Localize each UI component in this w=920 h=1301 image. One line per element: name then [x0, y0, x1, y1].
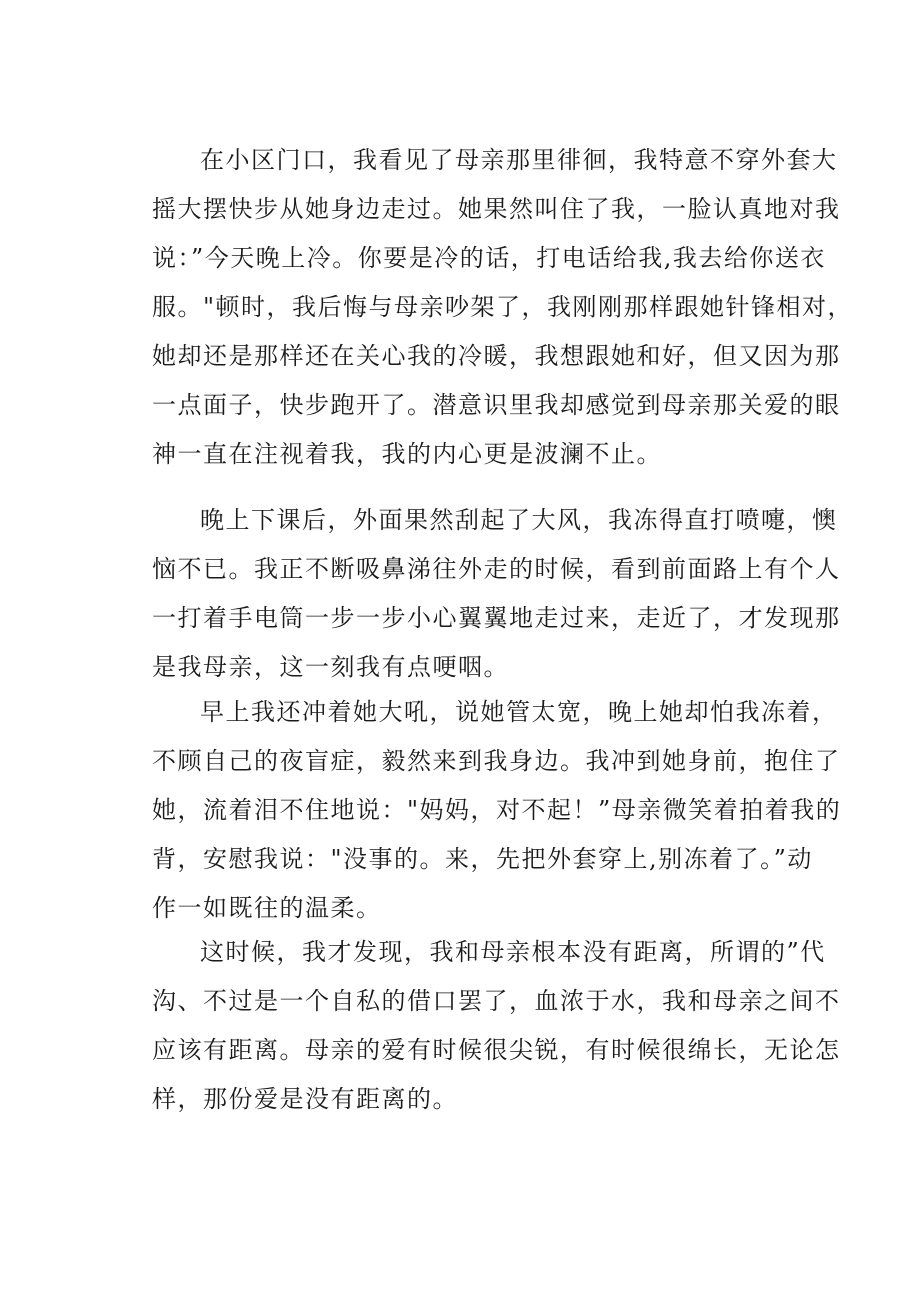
- text-line: 一点面子，快步跑开了。潜意识里我却感觉到母亲那关爱的眼: [152, 391, 841, 419]
- text-line: 是我母亲，这一刻我有点哽咽。: [152, 653, 509, 681]
- text-line: 她却还是那样还在关心我的冷暖，我想跟她和好，但又因为那: [152, 342, 841, 370]
- paragraph-2: [152, 496, 841, 692]
- paragraph-4: [152, 928, 841, 1124]
- text-line: 样，那份爱是没有距离的。: [152, 1085, 458, 1113]
- text-line: 作一如既往的温柔。: [152, 894, 382, 922]
- text-line: 不顾自己的夜盲症，毅然来到我身边。我冲到她身前，抱住了: [152, 747, 841, 775]
- text-line: 这时候，我才发现，我和母亲根本没有距离，所谓的”代: [200, 938, 826, 966]
- text-line: 一打着手电筒一步一步小心翼翼地走过来，走近了，才发现那: [152, 604, 841, 632]
- text-line: 在小区门口，我看见了母亲那里徘徊，我特意不穿外套大: [200, 146, 838, 174]
- text-line: 早上我还冲着她大吼，说她管太宽，晚上她却怕我冻着，: [200, 698, 838, 726]
- text-line: 服。"顿时，我后悔与母亲吵架了，我刚刚那样跟她针锋相对，: [152, 293, 854, 321]
- text-line: 背，安慰我说："没事的。来，先把外套穿上,别冻着了。”动: [152, 845, 813, 873]
- text-line: 应该有距离。母亲的爱有时候很尖锐，有时候很绵长，无论怎: [152, 1036, 841, 1064]
- text-line: 说：”今天晚上冷。你要是冷的话，打电话给我,我去给你送衣: [152, 244, 826, 272]
- paragraph-3: [152, 688, 842, 933]
- text-line: 神一直在注视着我，我的内心更是波澜不止。: [152, 440, 662, 468]
- text-line: 摇大摆快步从她身边走过。她果然叫住了我，一脸认真地对我: [152, 195, 841, 223]
- text-line: 沟、不过是一个自私的借口罢了，血浓于水，我和母亲之间不: [152, 987, 841, 1015]
- text-line: 晚上下课后，外面果然刮起了大风，我冻得直打喷嚏，懊: [200, 506, 838, 534]
- text-line: 她，流着泪不住地说："妈妈，对不起！”母亲微笑着拍着我的: [152, 796, 842, 824]
- paragraph-1: [152, 136, 854, 479]
- text-line: 恼不已。我正不断吸鼻涕往外走的时候，看到前面路上有个人: [152, 555, 841, 583]
